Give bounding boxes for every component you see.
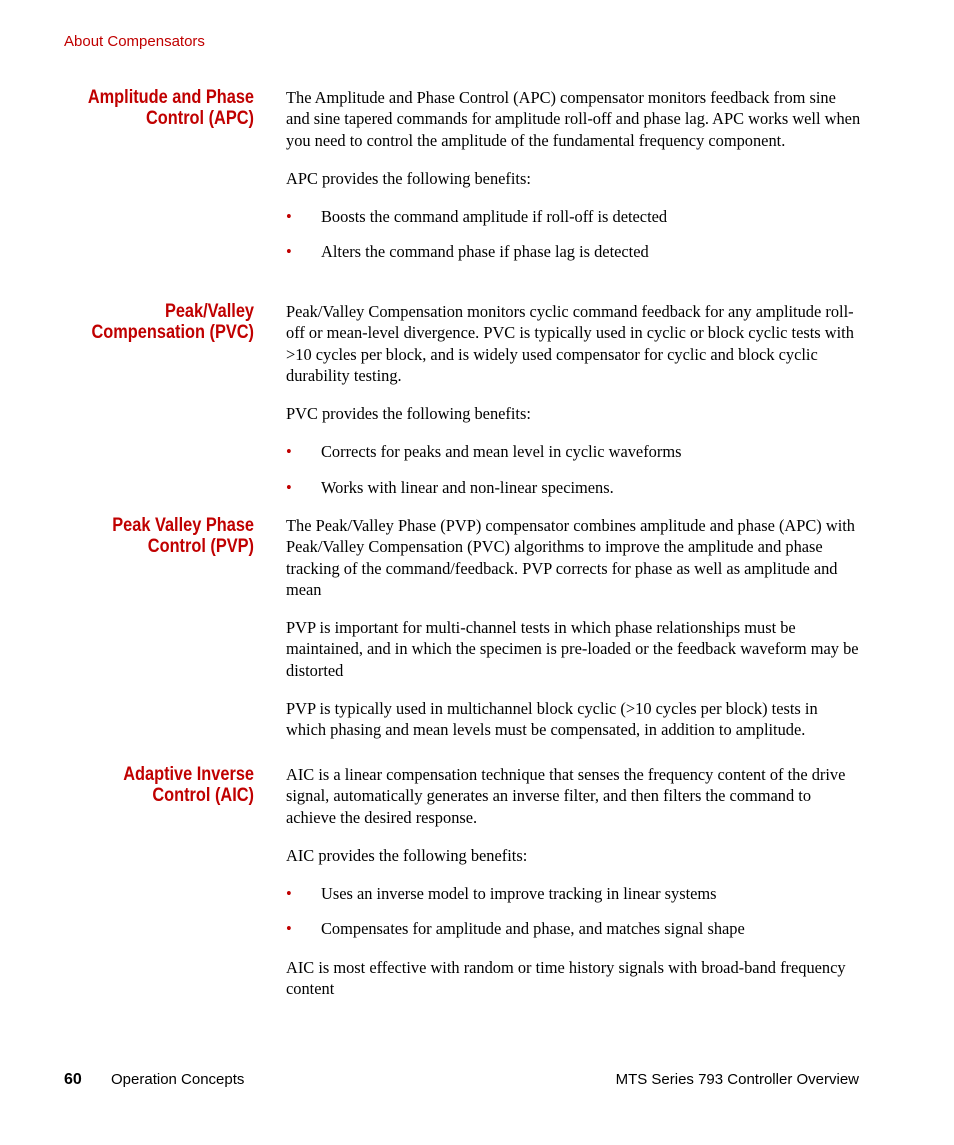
list-item bbox=[286, 241, 861, 262]
section-body bbox=[286, 87, 861, 280]
page-number: 60 bbox=[64, 1071, 82, 1088]
list-item-text: Corrects for peaks and mean level in cyclic waveforms bbox=[321, 442, 682, 462]
section-body bbox=[286, 301, 861, 515]
list-item bbox=[286, 883, 861, 904]
section-heading bbox=[82, 87, 254, 129]
paragraph: Peak/Valley Compensation monitors cyclic command feedback for any amplitude roll-off or mean-level divergence. PVC is typically used in cyclic or block cyclic tests with >10 cycles per block, and is widely used compensator for cyclic and block cyclic durability testing. bbox=[286, 302, 854, 385]
list-item-text: Alters the command phase if phase lag is detected bbox=[321, 242, 649, 262]
section-heading bbox=[82, 301, 254, 343]
bullet-icon: • bbox=[286, 207, 292, 227]
section-body bbox=[286, 515, 861, 758]
heading-line: Control (PVP) bbox=[147, 536, 254, 557]
paragraph: The Amplitude and Phase Control (APC) compensator monitors feedback from sine and sine tapered commands for amplitude roll-off and phase lag. APC works well when you need to control the amplitude of the fundamental frequency component. bbox=[286, 88, 861, 150]
paragraph: PVP is typically used in multichannel block cyclic (>10 cycles per block) tests in which phasing and mean levels must be compensated, in addition to amplitude. bbox=[286, 699, 818, 740]
benefit-list bbox=[286, 883, 861, 940]
paragraph: AIC provides the following benefits: bbox=[286, 845, 528, 865]
paragraph: PVP is important for multi-channel tests in which phase relationships must be maintained, and in which the specimen is pre-loaded or the feedback waveform may be distorted bbox=[286, 618, 859, 680]
bullet-icon: • bbox=[286, 919, 292, 939]
paragraph: PVC provides the following benefits: bbox=[286, 404, 531, 424]
list-item bbox=[286, 441, 861, 462]
heading-line: Peak Valley Phase bbox=[112, 515, 254, 536]
heading-line: Compensation (PVC) bbox=[91, 322, 255, 343]
section-body bbox=[286, 764, 861, 1016]
heading-line: Control (AIC) bbox=[152, 785, 254, 806]
chapter-title: Operation Concepts bbox=[111, 1071, 245, 1088]
list-item bbox=[286, 477, 861, 498]
benefit-list bbox=[286, 441, 861, 498]
bullet-icon: • bbox=[286, 884, 292, 904]
list-item-text: Works with linear and non-linear specimens. bbox=[321, 477, 614, 497]
running-head: About Compensators bbox=[64, 33, 205, 50]
paragraph: AIC is most effective with random or time history signals with broad-band frequency content bbox=[286, 957, 846, 999]
bullet-icon: • bbox=[286, 477, 292, 497]
heading-line: Peak/Valley bbox=[164, 301, 254, 322]
manual-title: MTS Series 793 Controller Overview bbox=[615, 1071, 859, 1088]
list-item bbox=[286, 918, 861, 939]
list-item-text: Compensates for amplitude and phase, and matches signal shape bbox=[321, 919, 745, 939]
heading-line: Amplitude and Phase bbox=[87, 87, 255, 108]
heading-line: Control (APC) bbox=[145, 108, 254, 129]
list-item-text: Boosts the command amplitude if roll-off is detected bbox=[321, 207, 668, 227]
bullet-icon: • bbox=[286, 242, 292, 262]
paragraph: The Peak/Valley Phase (PVP) compensator combines amplitude and phase (APC) with Peak/Valley Compensation (PVC) algorithms to improve the amplitude and phase tracking of the command/feedback. PVP corrects for phase as well as amplitude and mean bbox=[286, 516, 856, 599]
list-item-text: Uses an inverse model to improve tracking in linear systems bbox=[321, 884, 717, 904]
heading-line: Adaptive Inverse bbox=[123, 764, 254, 785]
paragraph: AIC is a linear compensation technique that senses the frequency content of the drive signal, automatically generates an inverse filter, and then filters the command to achieve the desired response. bbox=[286, 765, 846, 827]
bullet-icon: • bbox=[286, 442, 292, 462]
paragraph: APC provides the following benefits: bbox=[286, 168, 531, 188]
section-heading bbox=[82, 764, 254, 806]
list-item bbox=[286, 206, 861, 227]
benefit-list bbox=[286, 206, 861, 263]
section-heading bbox=[82, 515, 254, 557]
